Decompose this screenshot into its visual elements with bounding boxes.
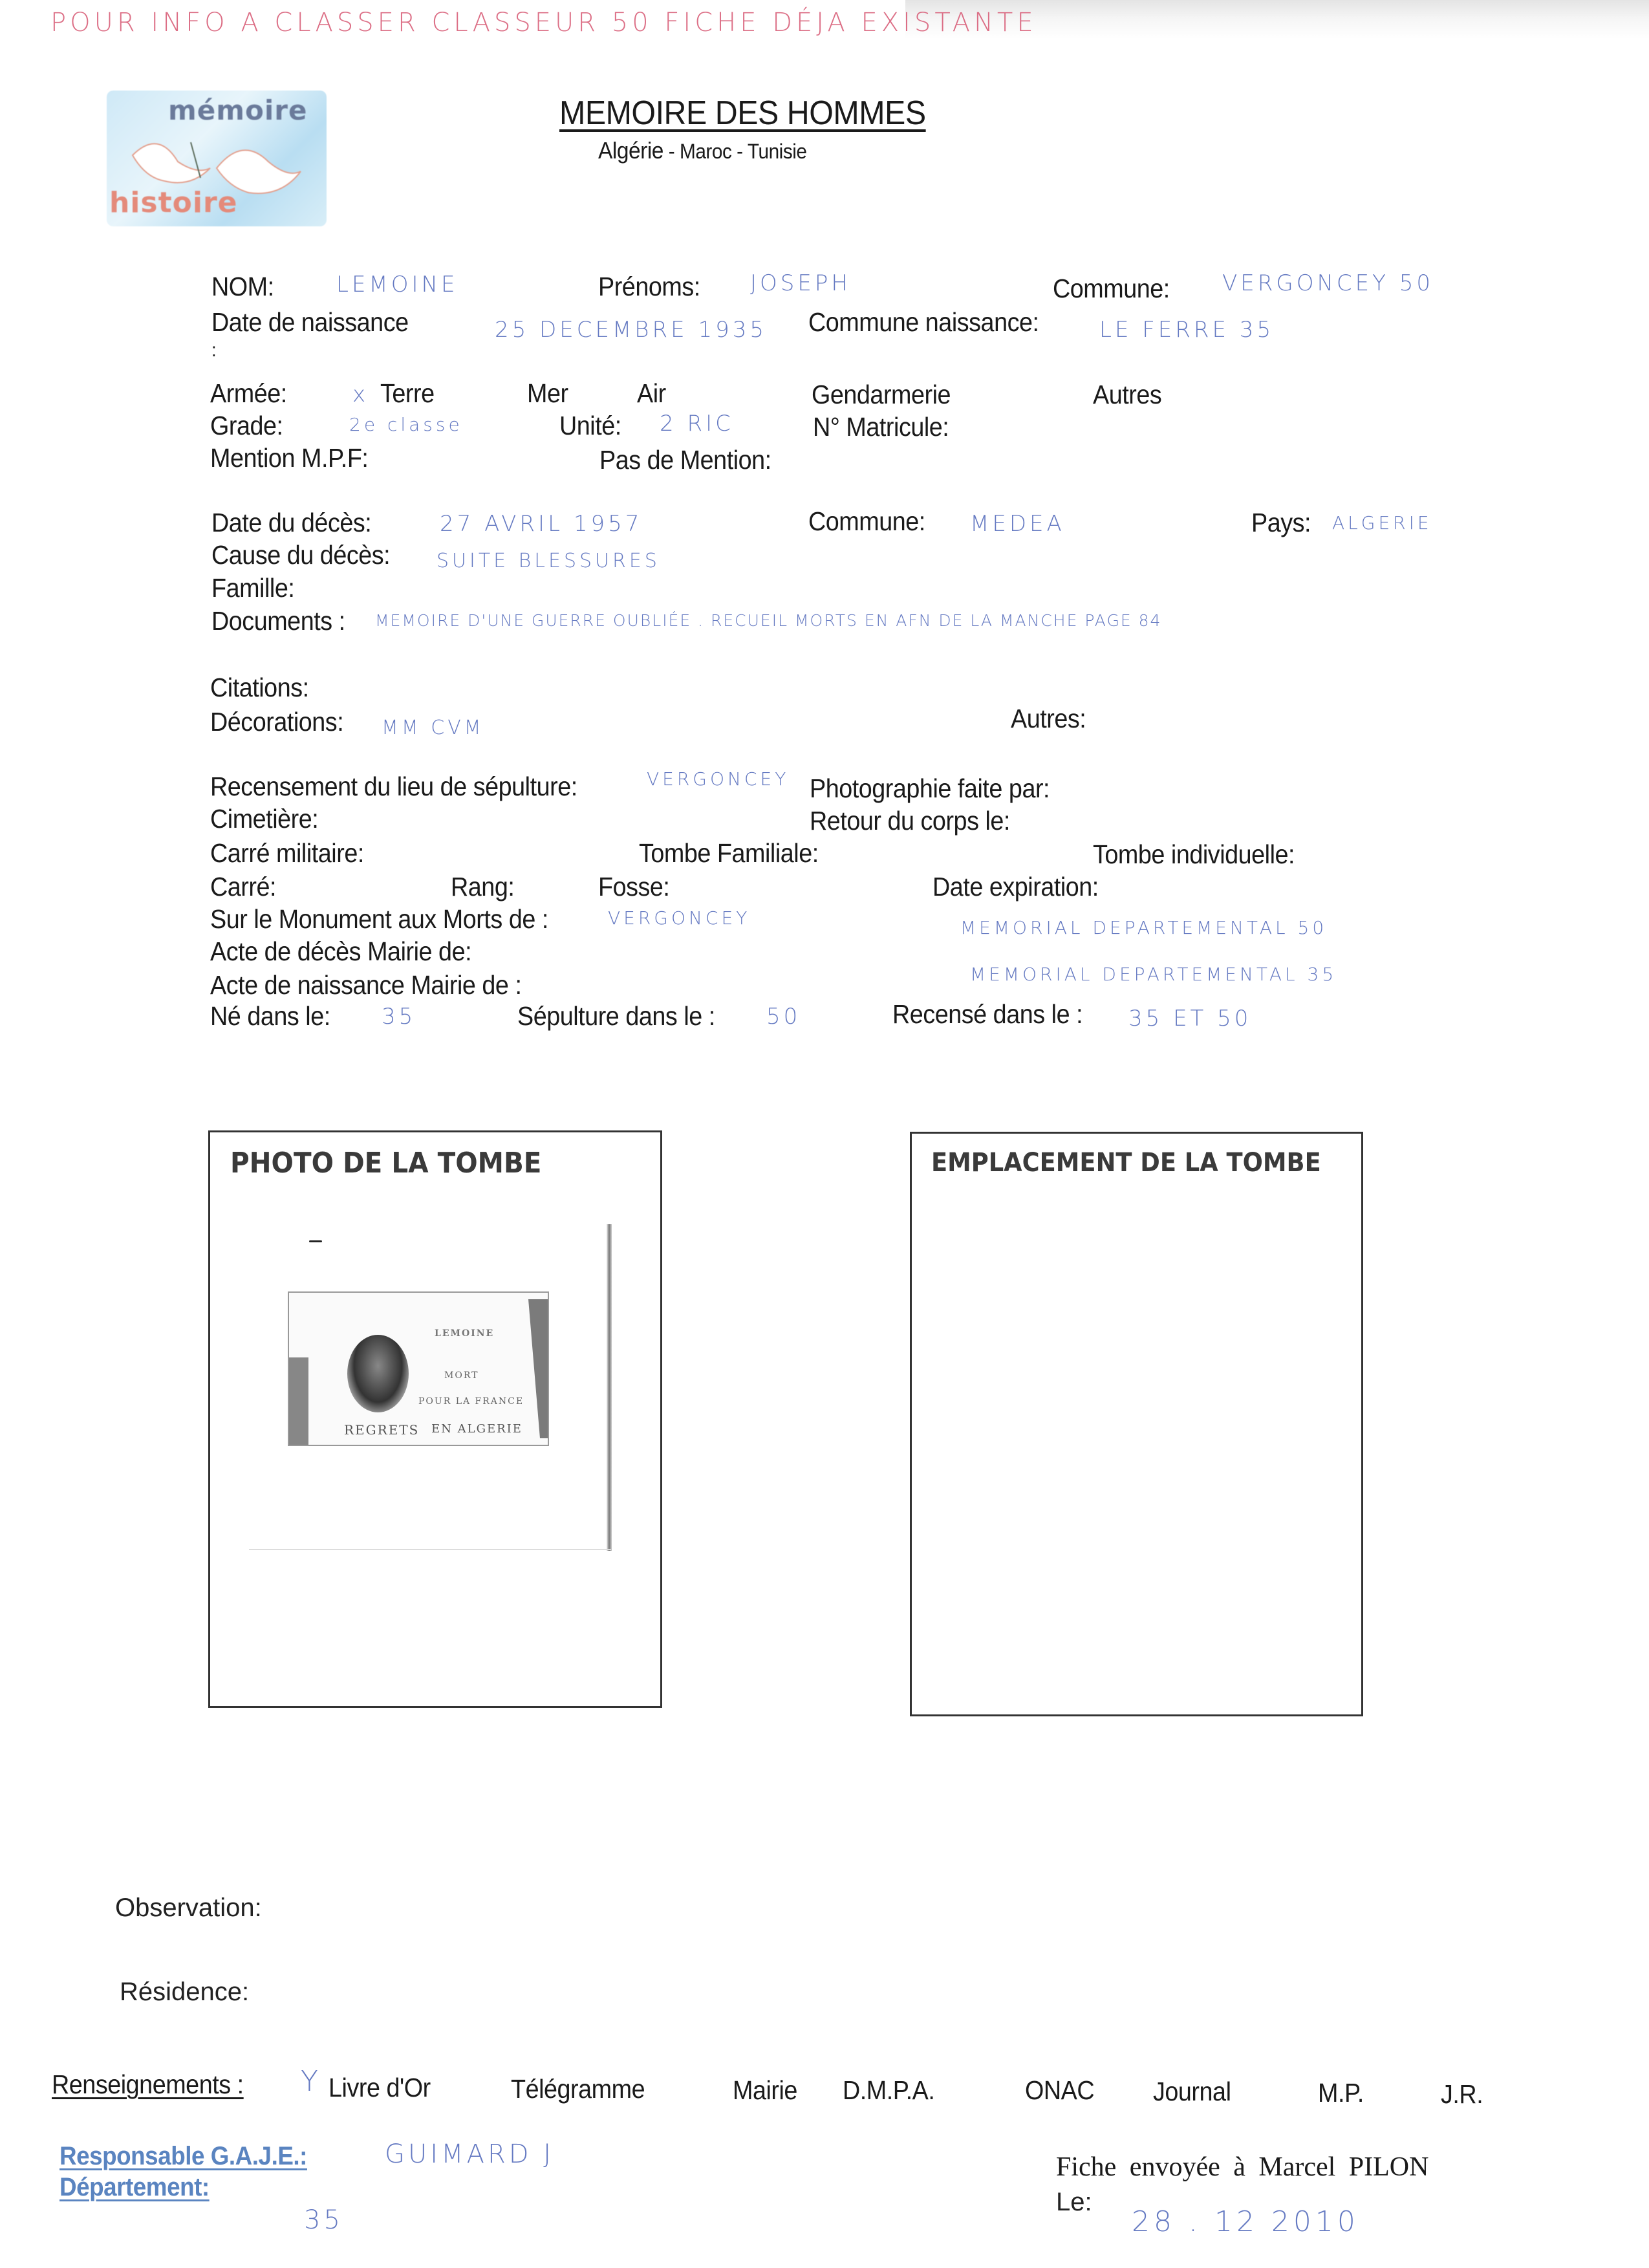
famille-label: Famille: (211, 573, 295, 603)
cause-deces-value[interactable]: SUITE BLESSURES (436, 550, 660, 572)
fiche-envoyee-label: Fiche envoyée à Marcel PILON (1056, 2152, 1429, 2182)
deces-commune-value[interactable]: MEDEA (970, 511, 1065, 537)
sepulture-label: Sépulture dans le : (517, 1001, 715, 1031)
armee-label: Armée: (210, 378, 287, 408)
emplacement-tombe-title: EMPLACEMENT DE LA TOMBE (931, 1148, 1321, 1178)
page-title: MEMOIRE DES HOMMES (559, 94, 926, 132)
documents-value[interactable]: MEMOIRE D'UNE GUERRE OUBLIÉE . RECUEIL MORTS EN AFN DE LA MANCHE PAGE 84 (375, 611, 1162, 630)
grade-label: Grade: (210, 411, 283, 440)
residence-label: Résidence: (120, 1978, 250, 2006)
armee-option-terre[interactable]: Terre (380, 378, 435, 408)
prenoms-value[interactable]: JOSEPH (750, 270, 851, 296)
deces-commune-label: Commune: (808, 506, 925, 536)
departement-value[interactable]: 35 (304, 2205, 343, 2235)
tombe-individuelle-label: Tombe individuelle: (1093, 839, 1295, 869)
renseignement-journal[interactable]: Journal (1153, 2077, 1231, 2106)
commune-naissance-value[interactable]: LE FERRE 35 (1099, 317, 1275, 343)
tombe-familiale-label: Tombe Familiale: (639, 838, 819, 868)
monument-value[interactable]: VERGONCEY (608, 907, 751, 929)
recense-value[interactable]: 35 ET 50 (1128, 1006, 1252, 1031)
citations-label: Citations: (210, 673, 309, 702)
carre-militaire-label: Carré militaire: (210, 838, 364, 868)
renseignement-livre-dor[interactable]: Livre d'Or (329, 2073, 431, 2102)
emplacement-tombe-box (910, 1132, 1363, 1716)
scan-mark (309, 1240, 322, 1242)
pas-de-mention-label: Pas de Mention: (599, 445, 771, 475)
date-naissance-colon: : (211, 340, 217, 361)
le-label: Le: (1056, 2188, 1092, 2216)
armee-option-autres[interactable]: Autres (1093, 380, 1162, 409)
page-subtitle (598, 137, 806, 164)
date-expiration-label: Date expiration: (932, 872, 1099, 902)
cimetiere-label: Cimetière: (210, 804, 319, 834)
acte-naissance-label: Acte de naissance Mairie de : (210, 970, 522, 1000)
recensement-label: Recensement du lieu de sépulture: (210, 772, 577, 801)
portrait-medallion-icon (347, 1335, 409, 1412)
logo-top-word: mémoire (168, 94, 308, 126)
pays-value[interactable]: ALGERIE (1332, 512, 1432, 534)
date-naissance-label: Date de naissance (211, 307, 409, 337)
responsable-gaje-value[interactable]: GUIMARD J (385, 2139, 555, 2169)
armee-option-mer[interactable]: Mer (527, 378, 568, 408)
date-deces-label: Date du décès: (211, 508, 372, 537)
photographie-label: Photographie faite par: (810, 773, 1050, 803)
renseignement-jr[interactable]: J.R. (1441, 2079, 1483, 2109)
prenoms-label: Prénoms: (598, 272, 700, 301)
subtitle-tunisie: Tunisie (747, 140, 807, 163)
inscription-pour-la-france: POUR LA FRANCE (418, 1396, 524, 1407)
grave-photo[interactable] (288, 1291, 549, 1446)
logo-bottom-word: histoire (109, 186, 238, 219)
photo-edge (607, 1224, 612, 1551)
rang-label: Rang: (451, 872, 515, 902)
recense-label: Recensé dans le : (892, 999, 1083, 1029)
renseignement-mairie[interactable]: Mairie (733, 2075, 797, 2105)
monument-note-50[interactable]: MEMORIAL DEPARTEMENTAL 50 (960, 917, 1328, 938)
photo-shadow-right (528, 1299, 548, 1438)
subtitle-sep: - (663, 140, 680, 163)
departement-label: Département: (59, 2173, 210, 2201)
matricule-label: N° Matricule: (813, 412, 949, 442)
photo-tombe-title: PHOTO DE LA TOMBE (230, 1147, 542, 1180)
sepulture-value[interactable]: 50 (766, 1004, 801, 1030)
photo-caption-regrets: REGRETS (344, 1422, 420, 1438)
date-deces-value[interactable]: 27 AVRIL 1957 (440, 511, 643, 537)
unite-label: Unité: (559, 411, 621, 440)
photo-shadow-left (289, 1357, 308, 1445)
decorations-label: Décorations: (210, 707, 344, 737)
commune-label: Commune: (1053, 274, 1170, 303)
renseignement-onac[interactable]: ONAC (1025, 2075, 1095, 2105)
commune-value[interactable]: VERGONCEY 50 (1222, 270, 1434, 296)
mention-mpf-label: Mention M.P.F: (210, 443, 369, 473)
subtitle-maroc: Maroc (680, 140, 732, 163)
handwritten-annotation: POUR INFO A CLASSER CLASSEUR 50 FICHE DÉJA EXISTANTE (50, 8, 1037, 38)
renseignements-check-mark[interactable]: Y (301, 2065, 321, 2098)
date-envoi-value[interactable]: 28 . 12 2010 (1132, 2205, 1359, 2238)
commune-naissance-label: Commune naissance: (808, 307, 1039, 337)
renseignement-dmpa[interactable]: D.M.P.A. (843, 2075, 935, 2105)
ne-dans-value[interactable]: 35 (382, 1004, 416, 1030)
monument-note-35[interactable]: MEMORIAL DEPARTEMENTAL 35 (970, 964, 1337, 985)
acte-deces-label: Acte de décès Mairie de: (210, 936, 472, 966)
cause-deces-label: Cause du décès: (211, 540, 391, 570)
carre-label: Carré: (210, 872, 277, 902)
observation-label: Observation: (115, 1894, 262, 1922)
armee-option-air[interactable]: Air (637, 378, 666, 408)
inscription-mort: MORT (444, 1370, 479, 1381)
decorations-value[interactable]: MM CVM (382, 717, 484, 739)
fosse-label: Fosse: (598, 872, 670, 902)
responsable-gaje-label: Responsable G.A.J.E.: (59, 2142, 307, 2170)
photo-base (249, 1549, 611, 1550)
renseignement-telegramme[interactable]: Télégramme (511, 2074, 645, 2104)
inscription-name: LEMOINE (435, 1328, 495, 1339)
retour-corps-label: Retour du corps le: (810, 806, 1010, 836)
monument-label: Sur le Monument aux Morts de : (210, 904, 548, 934)
nom-label: NOM: (211, 272, 274, 301)
armee-check-mark[interactable]: x (352, 382, 369, 407)
pays-label: Pays: (1251, 508, 1311, 537)
documents-label: Documents : (211, 606, 345, 636)
nom-value[interactable]: LEMOINE (336, 272, 458, 297)
date-naissance-value[interactable]: 25 DECEMBRE 1935 (495, 317, 767, 343)
grade-value[interactable]: 2e classe (349, 414, 463, 435)
autres-label: Autres: (1011, 704, 1086, 733)
recensement-value[interactable]: VERGONCEY (647, 768, 790, 790)
memoire-histoire-logo (107, 91, 327, 226)
subtitle-algerie: Algérie (598, 137, 663, 164)
inscription-en-algerie: EN ALGERIE (431, 1422, 523, 1436)
renseignements-label: Renseignements : (52, 2069, 244, 2099)
armee-option-gendarmerie[interactable]: Gendarmerie (812, 380, 951, 409)
subtitle-sep: - (731, 140, 748, 163)
renseignement-mp[interactable]: M.P. (1318, 2078, 1364, 2108)
ne-dans-label: Né dans le: (210, 1001, 330, 1031)
unite-value[interactable]: 2 RIC (660, 411, 734, 437)
